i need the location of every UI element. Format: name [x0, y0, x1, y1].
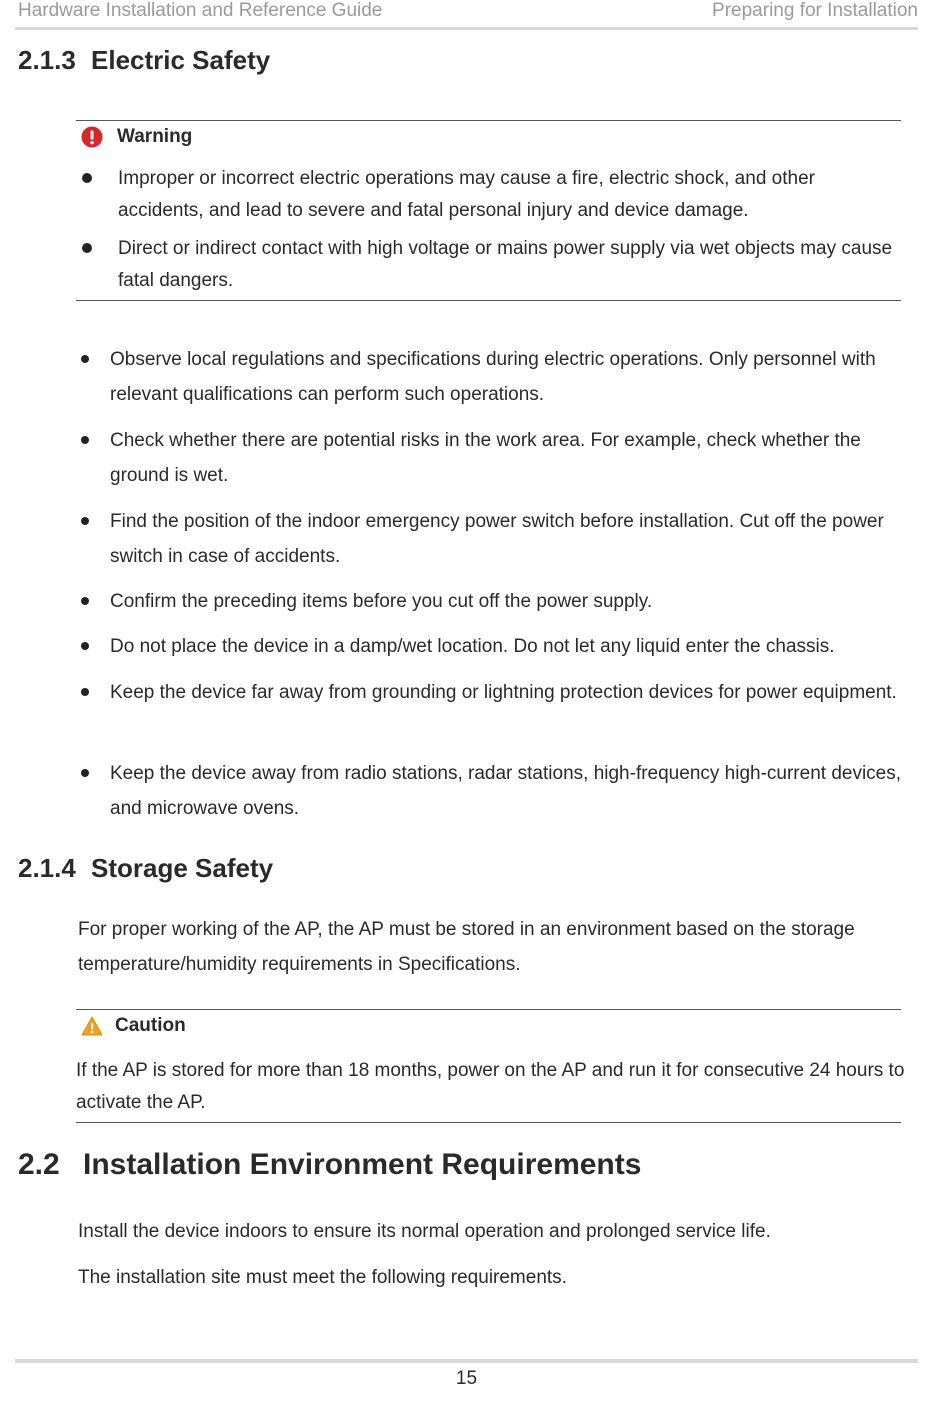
list-item: Find the position of the indoor emergency power switch before installation. Cut off the power switch in case of accidents. — [110, 511, 884, 567]
bullet-dot — [81, 517, 89, 525]
bullet-dot — [81, 436, 89, 444]
caution-label: Caution — [115, 1015, 186, 1036]
section-number: 2.2 — [18, 1148, 60, 1181]
warning-triangle-icon — [81, 1016, 103, 1036]
environment-paragraph: Install the device indoors to ensure its normal operation and prolonged service life. — [78, 1221, 771, 1242]
list-item: Keep the device away from radio stations, radar stations, high-frequency high-current devices, and microwave ovens. — [110, 763, 902, 819]
caution-top-rule — [76, 1009, 901, 1010]
section-number: 2.1.3 — [18, 45, 76, 75]
list-item: Confirm the preceding items before you cut off the power supply. — [110, 591, 653, 612]
list-item: Observe local regulations and specifications during electric operations. Only personnel with relevant qualifications can perform such operations. — [110, 349, 876, 405]
warning-bottom-rule — [76, 300, 901, 301]
bullet-dot — [81, 597, 89, 605]
bullet-dot — [81, 642, 89, 650]
caution-bottom-rule — [76, 1122, 901, 1123]
list-item: Keep the device far away from grounding or lightning protection devices for power equipment. — [110, 682, 897, 703]
bullet-dot — [81, 688, 89, 696]
section-number: 2.1.4 — [18, 853, 76, 883]
bullet-dot — [82, 243, 92, 253]
environment-paragraph: The installation site must meet the following requirements. — [78, 1267, 567, 1288]
list-item: Do not place the device in a damp/wet location. Do not let any liquid enter the chassis. — [110, 636, 835, 657]
bullet-dot — [81, 769, 89, 777]
warning-label: Warning — [117, 126, 193, 147]
bullet-dot — [82, 173, 92, 183]
section-title: Installation Environment Requirements — [83, 1148, 642, 1181]
list-item: Check whether there are potential risks in the work area. For example, check whether the ground is wet. — [110, 430, 861, 486]
bullet-dot — [81, 355, 89, 363]
section-title: Electric Safety — [91, 45, 271, 75]
footer-divider — [15, 1359, 918, 1363]
page-number: 15 — [455, 1368, 478, 1389]
warning-item: Direct or indirect contact with high voltage or mains power supply via wet objects may cause fatal dangers. — [118, 238, 893, 291]
warning-item: Improper or incorrect electric operations may cause a fire, electric shock, and other accidents, and lead to severe and fatal personal injury and device damage. — [118, 168, 815, 221]
section-title: Storage Safety — [91, 853, 274, 883]
header-divider — [15, 27, 918, 30]
doc-title-header: Hardware Installation and Reference Guide — [18, 0, 383, 21]
section-heading-storage-safety — [18, 853, 273, 884]
storage-paragraph: For proper working of the AP, the AP must be stored in an environment based on the storage temperature/humidity requirements in Specifications. — [78, 919, 855, 975]
section-heading-installation-environment — [18, 1148, 641, 1182]
exclamation-circle-icon — [81, 126, 103, 148]
section-heading-electric-safety — [18, 45, 270, 76]
caution-title — [81, 1015, 186, 1037]
warning-title — [81, 126, 192, 148]
caution-text: If the AP is stored for more than 18 months, power on the AP and run it for consecutive 24 hours to activate the AP. — [76, 1060, 905, 1113]
chapter-title-header: Preparing for Installation — [712, 0, 918, 21]
warning-top-rule — [76, 120, 901, 121]
